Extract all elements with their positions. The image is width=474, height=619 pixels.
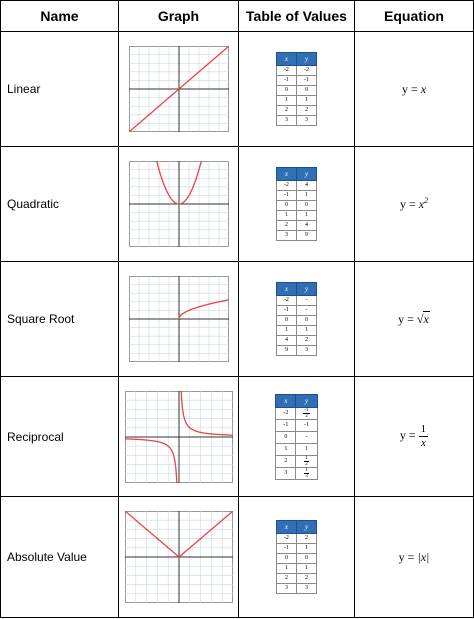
x-value: -2 [276, 296, 296, 306]
row-quadratic [1, 147, 474, 262]
values-row [276, 336, 316, 346]
x-value: 0 [276, 86, 296, 96]
equation-rhs: |x| [417, 550, 430, 564]
x-value: -1 [276, 76, 296, 86]
x-value: 0 [276, 201, 296, 211]
equation-cell [355, 262, 474, 377]
quadratic-graph [129, 161, 229, 247]
x-value: -1 [276, 419, 296, 431]
y-value: 4 [297, 181, 317, 191]
equation-rhs: x [418, 197, 425, 211]
y-value: 1 [297, 96, 317, 106]
x-value: -2 [276, 181, 296, 191]
x-value: -2 [276, 534, 296, 544]
graph-cell [119, 32, 239, 147]
values-table [276, 282, 317, 356]
values-header-row [276, 168, 316, 181]
x-value: 0 [276, 316, 296, 326]
values-header-x: x [276, 283, 296, 296]
y-value: 2 [297, 534, 317, 544]
row-absolute-value [1, 497, 474, 618]
values-row [276, 419, 317, 431]
values-row [276, 407, 317, 419]
values-row [276, 86, 316, 96]
values-table [275, 394, 317, 480]
values-row [276, 326, 316, 336]
graph-cell [119, 147, 239, 262]
fraction-denominator: x [420, 437, 426, 449]
equation-lhs: y = [398, 312, 417, 326]
x-value: -1 [276, 306, 296, 316]
values-cell [239, 497, 355, 618]
values-cell [239, 147, 355, 262]
y-value: 3 [297, 584, 317, 594]
x-value: 3 [276, 116, 296, 126]
y-value: 0 [297, 201, 317, 211]
x-value: 0 [276, 431, 296, 443]
values-row [276, 231, 316, 241]
header-row [1, 1, 474, 32]
square-root-graph [129, 276, 229, 362]
y-value: 1 [297, 191, 317, 201]
y-value: - [297, 306, 317, 316]
reciprocal-graph [125, 391, 233, 483]
values-table [276, 52, 317, 126]
y-value: 2 [297, 106, 317, 116]
equation-lhs: y = [398, 550, 418, 564]
equation-rhs: x [423, 312, 429, 326]
equation-cell [355, 377, 474, 497]
fraction-numerator: 1 [420, 423, 427, 435]
y-value: 2 [297, 574, 317, 584]
y-value: $\frac{-1}{2}$ [296, 407, 317, 419]
values-header-row [276, 53, 316, 66]
values-header-y: y [296, 394, 317, 407]
function-name: Absolute Value [1, 497, 119, 618]
x-value: 4 [276, 336, 296, 346]
values-row [276, 76, 316, 86]
header-graph: Graph [119, 1, 239, 32]
values-row [276, 564, 316, 574]
x-value: 3 [276, 231, 296, 241]
y-value: - [296, 431, 317, 443]
equation [399, 550, 430, 564]
y-value: $\frac{1}{3}$ [296, 467, 317, 479]
values-cell [239, 377, 355, 497]
equation-rhs: x [420, 82, 427, 96]
values-row [276, 534, 316, 544]
values-row [276, 544, 316, 554]
values-table [276, 167, 317, 241]
y-value: 9 [297, 231, 317, 241]
x-value: 1 [276, 326, 296, 336]
values-row [276, 574, 316, 584]
values-header-x: x [276, 168, 296, 181]
equation-fraction [419, 423, 429, 450]
y-value: 3 [297, 116, 317, 126]
values-cell [239, 262, 355, 377]
values-header-y: y [297, 168, 317, 181]
y-value: -1 [297, 76, 317, 86]
x-value: -1 [276, 544, 296, 554]
values-header-row [276, 521, 316, 534]
linear-graph [129, 46, 229, 132]
y-value: 2 [297, 336, 317, 346]
values-row [276, 211, 316, 221]
values-row [276, 455, 317, 467]
graph-cell [119, 497, 239, 618]
values-row [276, 467, 317, 479]
y-value: 1 [296, 443, 317, 455]
y-value: 0 [297, 554, 317, 564]
function-name: Quadratic [1, 147, 119, 262]
equation-lhs: y = [399, 197, 419, 211]
values-header-y: y [297, 53, 317, 66]
equation-lhs: y = [401, 82, 421, 96]
graph-cell [119, 262, 239, 377]
row-square-root [1, 262, 474, 377]
values-header-row [276, 283, 316, 296]
values-row [276, 431, 317, 443]
row-reciprocal [1, 377, 474, 497]
values-row [276, 201, 316, 211]
values-row [276, 106, 316, 116]
x-value: 2 [276, 106, 296, 116]
x-value: 2 [276, 221, 296, 231]
row-linear [1, 32, 474, 147]
values-row [276, 96, 316, 106]
absolute-value-graph [125, 511, 233, 603]
y-value: - [297, 296, 317, 306]
values-row [276, 116, 316, 126]
x-value: 2 [276, 574, 296, 584]
values-row [276, 221, 316, 231]
equation-cell [355, 32, 474, 147]
x-value: 9 [276, 346, 296, 356]
graph-cell [119, 377, 239, 497]
equation [400, 197, 428, 211]
y-value: 0 [297, 86, 317, 96]
function-name: Reciprocal [1, 377, 119, 497]
equation-cell [355, 147, 474, 262]
x-value: -1 [276, 191, 296, 201]
y-value: 4 [297, 221, 317, 231]
equation [399, 423, 428, 449]
values-table [276, 520, 317, 594]
values-row [276, 584, 316, 594]
values-header-x: x [276, 521, 296, 534]
values-row [276, 316, 316, 326]
equation-exponent: 2 [424, 196, 429, 205]
header-table-of-values: Table of Values [239, 1, 355, 32]
y-value: -2 [297, 66, 317, 76]
y-value: 1 [297, 326, 317, 336]
equation-cell [355, 497, 474, 618]
x-value: 1 [276, 96, 296, 106]
x-value: 1 [276, 211, 296, 221]
x-value: -2 [276, 407, 296, 419]
values-header-x: x [276, 53, 296, 66]
x-value: 2 [276, 455, 296, 467]
x-value: 3 [276, 467, 296, 479]
values-cell [239, 32, 355, 147]
equation [402, 82, 426, 96]
y-value: 3 [297, 346, 317, 356]
y-value: $\frac{1}{2}$ [296, 455, 317, 467]
values-row [276, 296, 316, 306]
sqrt-symbol: √ [416, 312, 424, 326]
equation [398, 312, 430, 326]
y-value: 1 [297, 564, 317, 574]
header-equation: Equation [355, 1, 474, 32]
x-value: 3 [276, 584, 296, 594]
y-value: 0 [297, 316, 317, 326]
values-header-x: x [276, 394, 296, 407]
values-row [276, 554, 316, 564]
y-value: 1 [297, 211, 317, 221]
header-name: Name [1, 1, 119, 32]
y-value: 1 [297, 544, 317, 554]
values-header-y: y [297, 283, 317, 296]
values-row [276, 443, 317, 455]
x-value: 0 [276, 554, 296, 564]
values-header-row [276, 394, 317, 407]
values-header-y: y [297, 521, 317, 534]
function-name: Square Root [1, 262, 119, 377]
function-name: Linear [1, 32, 119, 147]
x-value: -2 [276, 66, 296, 76]
x-value: 1 [276, 564, 296, 574]
values-row [276, 181, 316, 191]
x-value: 1 [276, 443, 296, 455]
equation-lhs: y = [399, 428, 419, 443]
values-row [276, 306, 316, 316]
values-row [276, 346, 316, 356]
y-value: -1 [296, 419, 317, 431]
values-row [276, 66, 316, 76]
values-row [276, 191, 316, 201]
